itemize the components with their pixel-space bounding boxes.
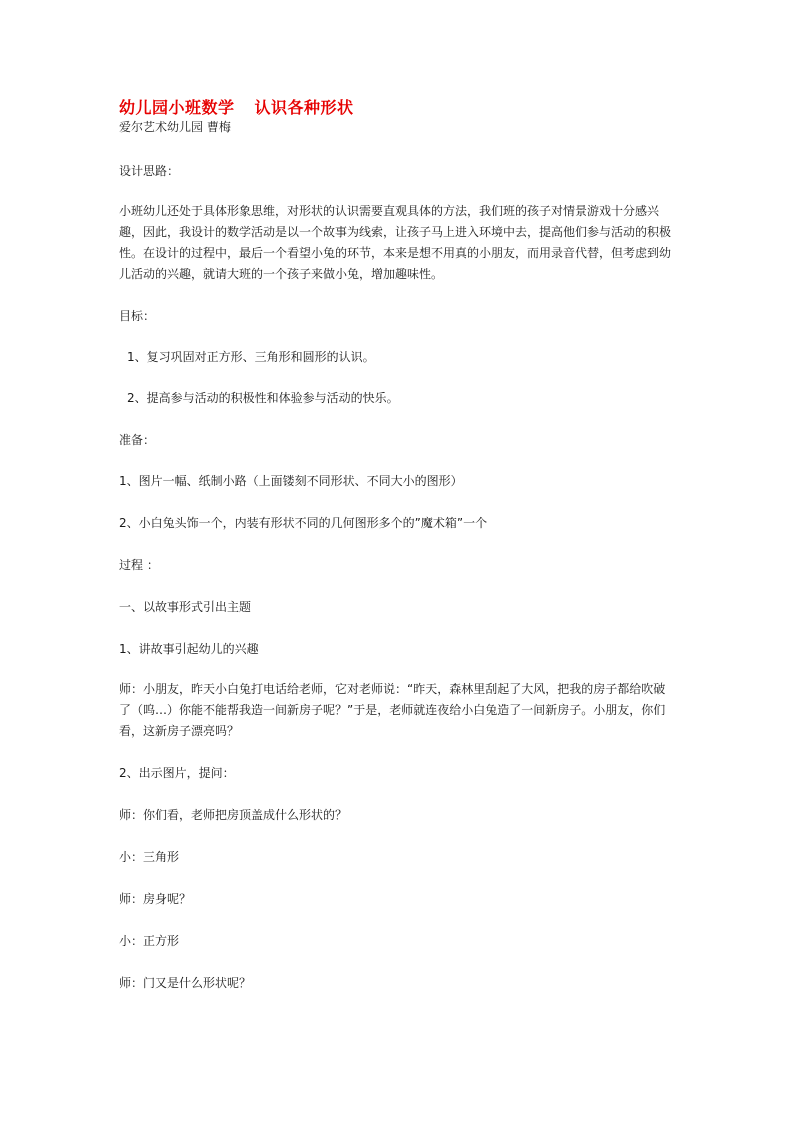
goal-heading: 目标： <box>119 309 156 323</box>
dialogue-question-3: 师：门又是什么形状呢？ <box>119 976 252 990</box>
process-heading: 过程 ： <box>119 558 159 572</box>
step-2: 2、出示图片，提问： <box>119 766 235 780</box>
title-part-1: 幼儿园小班数学 <box>119 98 235 117</box>
story-paragraph: 师：小朋友，昨天小白兔打电话给老师，它对老师说：“昨天，森林里刮起了大风，把我的房子都给吹破了（呜…）你能不能帮我造一间新房子呢？”于是，老师就连夜给小白兔造了一间新房子。小朋友，你们看，这新房子漂亮吗？ <box>119 682 666 738</box>
prep-item-1: 1、图片一幅、纸制小路（上面镂刻不同形状、不同大小的图形） <box>119 474 463 488</box>
section-1-heading: 一、以故事形式引出主题 <box>119 600 252 614</box>
dialogue-answer-2: 小：正方形 <box>119 934 180 948</box>
design-body: 小班幼儿还处于具体形象思维，对形状的认识需要直观具体的方法，我们班的孩子对情景游戏十分感兴趣，因此，我设计的数学活动是以一个故事为线索，让孩子马上进入环境中去，提高他们参与活动的积极性。在设计的过程中，最后一个看望小兔的环节，本来是想不用真的小朋友，而用录音代替，但考虑到幼儿活动的兴趣，就请大班的一个孩子来做小兔，增加趣味性。 <box>119 204 672 281</box>
design-heading: 设计思路： <box>119 164 180 178</box>
dialogue-answer-1: 小：三角形 <box>119 850 180 864</box>
step-1: 1、讲故事引起幼儿的兴趣 <box>119 642 259 656</box>
prep-item-2: 2、小白兔头饰一个，内装有形状不同的几何图形多个的”魔术箱”一个 <box>119 516 488 530</box>
title-part-2: 认识各种形状 <box>254 98 354 117</box>
dialogue-question-2: 师：房身呢？ <box>119 892 192 906</box>
goal-item-1: 1、复习巩固对正方形、三角形和圆形的认识。 <box>127 350 375 364</box>
document-title <box>119 95 354 118</box>
goal-item-2: 2、提高参与活动的积极性和体验参与活动的快乐。 <box>127 391 399 405</box>
dialogue-question-1: 师：你们看，老师把房顶盖成什么形状的？ <box>119 808 348 822</box>
prep-heading: 准备： <box>119 433 156 447</box>
author-line: 爱尔艺术幼儿园 曹梅 <box>119 120 231 134</box>
